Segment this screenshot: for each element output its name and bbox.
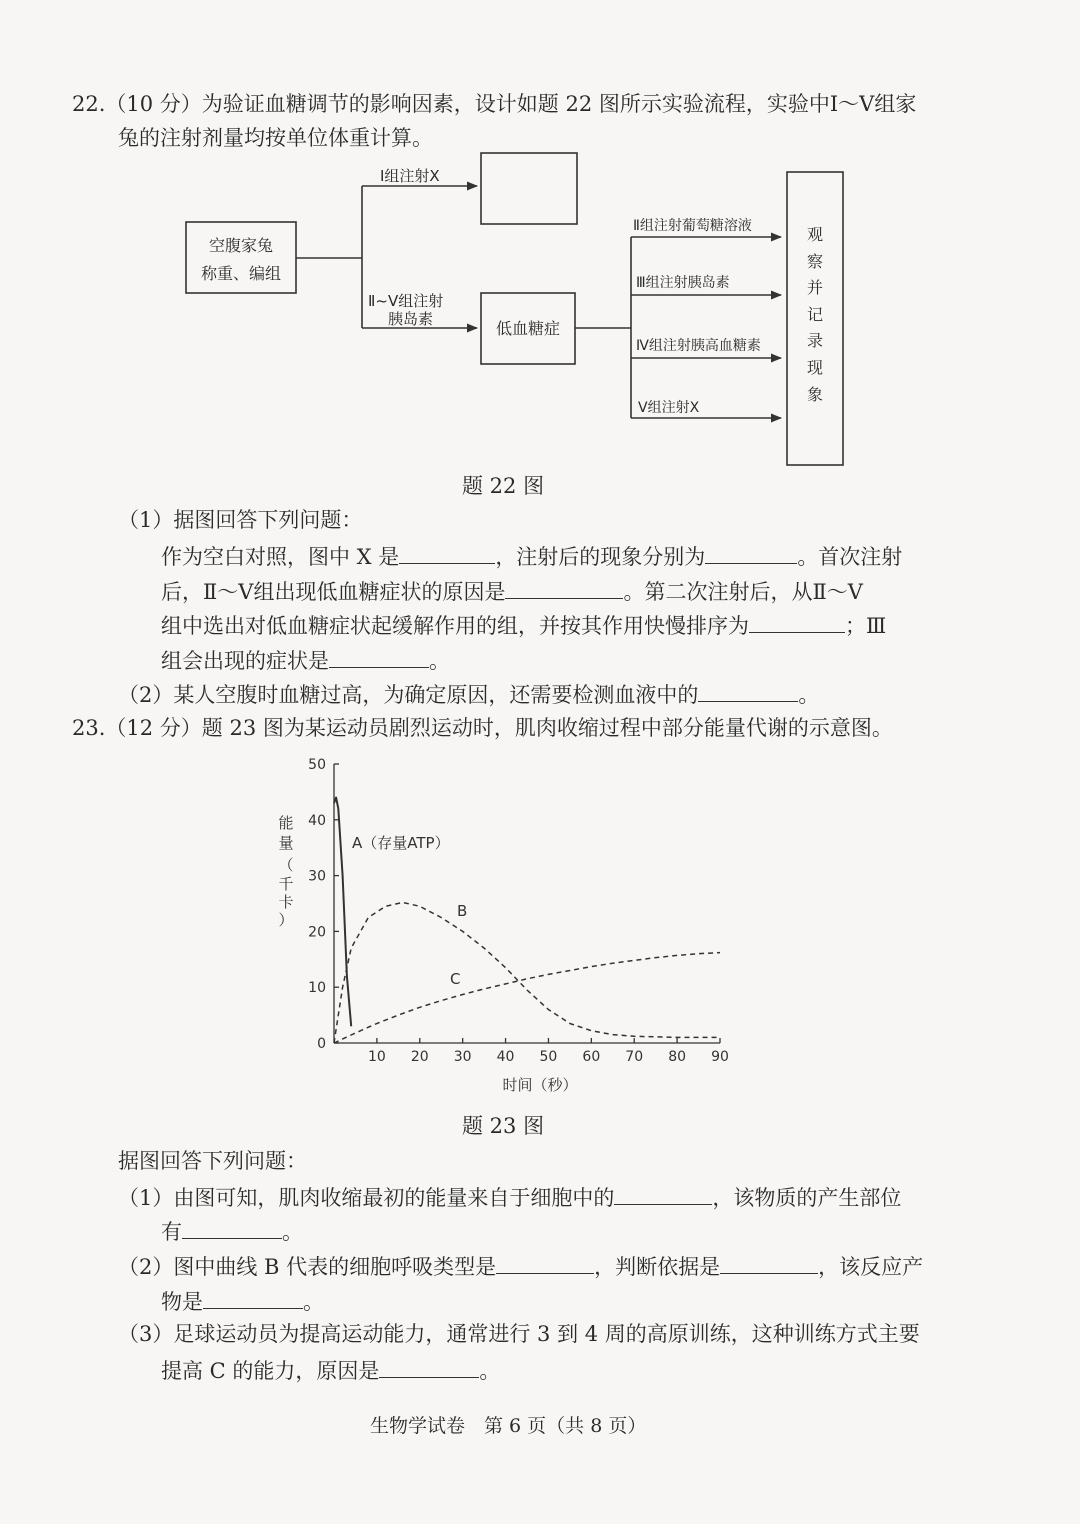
x-tick-label: 80: [668, 1049, 687, 1065]
start-label-line2: 称重、编组: [200, 264, 282, 283]
x-tick-label: 30: [453, 1049, 472, 1065]
q22-part1-line2: 后，Ⅱ～Ⅴ组出现低血糖症状的原因是 。第二次注射后，从Ⅱ～Ⅴ: [161, 580, 863, 604]
answer-blank[interactable]: [182, 1220, 282, 1239]
group3-label: Ⅲ组注射胰岛素: [636, 275, 730, 291]
y-axis-label: 能量（千卡）: [278, 814, 294, 929]
series-label-c: C: [450, 970, 461, 988]
q23-part1-line1: （1）由图可知，肌肉收缩最初的能量来自于细胞中的 ，该物质的产生部位: [118, 1186, 902, 1210]
x-tick-label: 60: [582, 1049, 601, 1065]
x-tick-label: 50: [539, 1049, 558, 1065]
q22-stem-line2: 兔的注射剂量均按单位体重计算。: [118, 126, 433, 150]
q23-figure-caption: 题 23 图: [462, 1114, 545, 1138]
hypoglycemia-label: 低血糖症: [495, 319, 561, 338]
observe-char: 象: [806, 385, 824, 404]
x-axis-label: 时间（秒）: [502, 1076, 578, 1094]
x-tick-label: 40: [496, 1049, 515, 1065]
q23-part2-line2: 物是 。: [161, 1290, 324, 1314]
series-a-curve: [334, 798, 351, 1027]
answer-blank[interactable]: [614, 1186, 712, 1205]
y-tick-label: 40: [308, 812, 326, 829]
y-tick-label: 20: [308, 924, 326, 941]
group1-result-box: [481, 153, 577, 224]
q23-part2-line1: （2）图中曲线 B 代表的细胞呼吸类型是 ，判断依据是 ，该反应产: [118, 1255, 924, 1279]
page-footer: 生物学试卷 第 6 页（共 8 页）: [370, 1415, 647, 1437]
y-tick-label: 0: [317, 1036, 326, 1052]
answer-blank[interactable]: [505, 580, 623, 599]
x-tick-label: 90: [711, 1049, 729, 1065]
answer-blank[interactable]: [379, 1359, 479, 1378]
group4-label: Ⅳ组注射胰高血糖素: [636, 338, 761, 354]
q22-part1-line1: 作为空白对照，图中 X 是 ，注射后的现象分别为 。首次注射: [161, 545, 903, 569]
y-tick-label: 10: [308, 980, 326, 997]
x-tick-label: 70: [625, 1049, 644, 1065]
answer-blank[interactable]: [705, 545, 797, 564]
y-tick-label: 50: [308, 757, 326, 773]
q23-heading: 据图回答下列问题：: [118, 1149, 307, 1173]
group2-5-label-line2: 胰岛素: [388, 310, 434, 328]
q22-part2: （2）某人空腹时血糖过高，为确定原因，还需要检测血液中的 。: [118, 683, 820, 707]
group1-label: Ⅰ组注射X: [380, 167, 440, 185]
q22-flowchart: [0, 0, 1080, 480]
observe-char: 并: [806, 278, 824, 297]
group2-label: Ⅱ组注射葡萄糖溶液: [633, 218, 752, 234]
q22-figure-caption: 题 22 图: [462, 474, 545, 498]
group2-5-label-line1: Ⅱ~Ⅴ组注射: [368, 292, 444, 310]
q22-part1-heading: （1）据图回答下列问题：: [118, 508, 363, 532]
answer-blank[interactable]: [329, 649, 429, 668]
observe-char: 记: [806, 305, 824, 324]
series-c-curve: [334, 953, 720, 1043]
series-label-b: B: [457, 902, 468, 920]
observe-char: 录: [806, 331, 824, 350]
q22-part1-line3: 组中选出对低血糖症状起缓解作用的组，并按其作用快慢排序为 ；Ⅲ: [161, 614, 887, 638]
q23-part3-line2: 提高 C 的能力，原因是 。: [161, 1359, 501, 1383]
q22-stem-line1: 22.（10 分）为验证血糖调节的影响因素，设计如题 22 图所示实验流程，实验中Ⅰ～Ⅴ组家: [72, 92, 917, 116]
q23-part1-line2: 有 。: [161, 1220, 303, 1244]
answer-blank[interactable]: [496, 1255, 594, 1274]
answer-blank[interactable]: [203, 1290, 303, 1309]
observe-char: 察: [806, 252, 824, 271]
q23-stem: 23.（12 分）题 23 图为某运动员剧烈运动时，肌肉收缩过程中部分能量代谢的示意图。: [72, 716, 893, 740]
start-label-line1: 空腹家兔: [208, 236, 274, 255]
observe-char: 观: [806, 225, 824, 244]
x-tick-label: 20: [410, 1049, 429, 1065]
group5-label: Ⅴ组注射X: [638, 400, 700, 416]
series-label-a: A（存量ATP）: [352, 834, 450, 852]
answer-blank[interactable]: [720, 1255, 818, 1274]
y-tick-label: 30: [308, 868, 326, 885]
x-tick-label: 10: [367, 1049, 386, 1065]
observe-char: 现: [806, 358, 824, 377]
q22-part1-line4: 组会出现的症状是 。: [161, 649, 450, 673]
answer-blank[interactable]: [698, 683, 798, 702]
q23-part3-line1: （3）足球运动员为提高运动能力，通常进行 3 到 4 周的高原训练，这种训练方式主要: [118, 1322, 920, 1346]
answer-blank[interactable]: [749, 614, 845, 633]
answer-blank[interactable]: [399, 545, 495, 564]
series-b-curve: [334, 902, 720, 1043]
